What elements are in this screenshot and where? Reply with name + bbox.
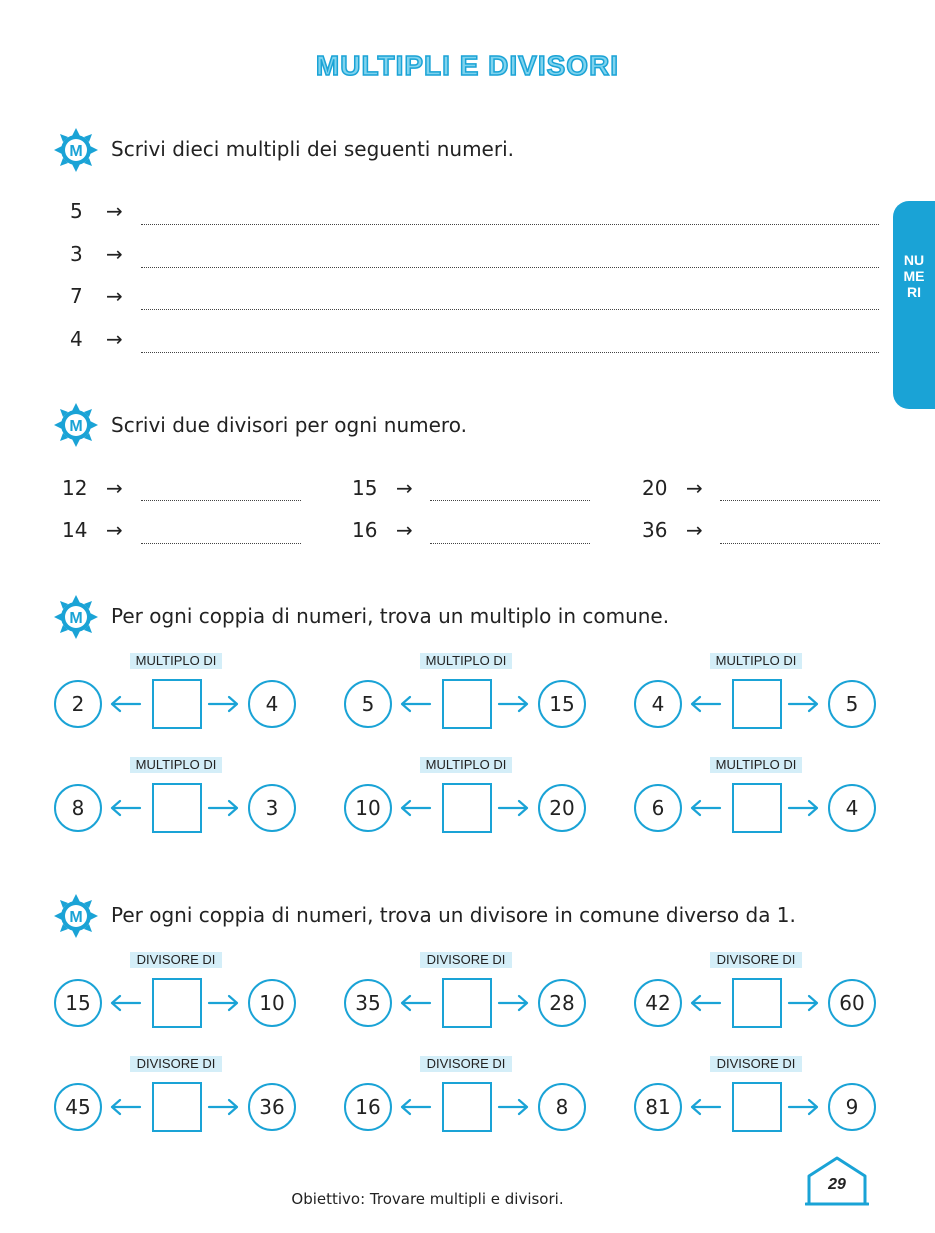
ex2-answer-line[interactable] bbox=[141, 500, 301, 501]
ex1-number: 3 bbox=[70, 242, 83, 266]
arrow-right-icon bbox=[209, 995, 239, 1011]
right-number-circle: 3 bbox=[248, 784, 296, 832]
right-number-circle: 15 bbox=[538, 680, 586, 728]
arrow-right-icon: → bbox=[106, 242, 123, 266]
answer-box[interactable] bbox=[732, 978, 782, 1028]
answer-box[interactable] bbox=[442, 978, 492, 1028]
left-number-circle: 6 bbox=[634, 784, 682, 832]
ex1-number: 7 bbox=[70, 284, 83, 308]
answer-box[interactable] bbox=[442, 679, 492, 729]
answer-box[interactable] bbox=[732, 783, 782, 833]
arrow-left-icon bbox=[692, 995, 722, 1011]
arrow-right-icon: → bbox=[686, 476, 703, 500]
m-badge-icon bbox=[52, 892, 100, 940]
svg-text:M: M bbox=[69, 418, 83, 435]
left-number-circle: 45 bbox=[54, 1083, 102, 1131]
arrow-right-icon: → bbox=[106, 476, 123, 500]
arrow-right-icon: → bbox=[396, 518, 413, 542]
multiplo-tag: MULTIPLO DI bbox=[420, 653, 512, 669]
right-number-circle: 5 bbox=[828, 680, 876, 728]
arrow-right-icon bbox=[209, 1099, 239, 1115]
ex2-number: 20 bbox=[642, 476, 668, 500]
svg-text:M: M bbox=[69, 143, 83, 160]
arrow-right-icon bbox=[499, 696, 529, 712]
left-number-circle: 5 bbox=[344, 680, 392, 728]
arrow-left-icon bbox=[692, 1099, 722, 1115]
arrow-left-icon bbox=[112, 800, 142, 816]
exercise1-instruction: Scrivi dieci multipli dei seguenti numeri. bbox=[111, 137, 514, 161]
arrow-left-icon bbox=[112, 696, 142, 712]
right-number-circle: 4 bbox=[828, 784, 876, 832]
arrow-right-icon: → bbox=[106, 199, 123, 223]
arrow-left-icon bbox=[692, 696, 722, 712]
left-number-circle: 4 bbox=[634, 680, 682, 728]
section-tab bbox=[893, 201, 935, 409]
left-number-circle: 81 bbox=[634, 1083, 682, 1131]
right-number-circle: 9 bbox=[828, 1083, 876, 1131]
arrow-left-icon bbox=[402, 1099, 432, 1115]
ex2-answer-line[interactable] bbox=[720, 500, 880, 501]
right-number-circle: 36 bbox=[248, 1083, 296, 1131]
answer-box[interactable] bbox=[152, 1082, 202, 1132]
arrow-right-icon bbox=[789, 1099, 819, 1115]
exercise4-instruction: Per ogni coppia di numeri, trova un divisore in comune diverso da 1. bbox=[111, 903, 796, 927]
divisore-tag: DIVISORE DI bbox=[710, 952, 802, 968]
arrow-right-icon: → bbox=[106, 284, 123, 308]
ex1-number: 4 bbox=[70, 327, 83, 351]
divisore-tag: DIVISORE DI bbox=[710, 1056, 802, 1072]
page-number: 29 bbox=[828, 1176, 846, 1193]
left-number-circle: 8 bbox=[54, 784, 102, 832]
ex2-number: 15 bbox=[352, 476, 378, 500]
left-number-circle: 2 bbox=[54, 680, 102, 728]
answer-box[interactable] bbox=[152, 679, 202, 729]
right-number-circle: 20 bbox=[538, 784, 586, 832]
arrow-right-icon bbox=[499, 1099, 529, 1115]
right-number-circle: 8 bbox=[538, 1083, 586, 1131]
m-badge-icon bbox=[52, 401, 100, 449]
answer-box[interactable] bbox=[732, 679, 782, 729]
arrow-left-icon bbox=[692, 800, 722, 816]
arrow-right-icon bbox=[499, 800, 529, 816]
right-number-circle: 60 bbox=[828, 979, 876, 1027]
left-number-circle: 35 bbox=[344, 979, 392, 1027]
exercise3-instruction: Per ogni coppia di numeri, trova un multiplo in comune. bbox=[111, 604, 670, 628]
arrow-left-icon bbox=[112, 995, 142, 1011]
m-badge-icon bbox=[52, 593, 100, 641]
left-number-circle: 42 bbox=[634, 979, 682, 1027]
multiplo-tag: MULTIPLO DI bbox=[710, 757, 802, 773]
arrow-right-icon: → bbox=[686, 518, 703, 542]
arrow-right-icon bbox=[209, 696, 239, 712]
svg-text:M: M bbox=[69, 909, 83, 926]
ex2-number: 12 bbox=[62, 476, 88, 500]
page-number-badge bbox=[805, 1154, 869, 1210]
ex2-answer-line[interactable] bbox=[141, 543, 301, 544]
section-tab-label: NUMERI bbox=[903, 252, 925, 300]
answer-box[interactable] bbox=[442, 783, 492, 833]
arrow-right-icon: → bbox=[106, 327, 123, 351]
arrow-right-icon bbox=[789, 800, 819, 816]
left-number-circle: 10 bbox=[344, 784, 392, 832]
arrow-right-icon: → bbox=[106, 518, 123, 542]
divisore-tag: DIVISORE DI bbox=[130, 952, 222, 968]
right-number-circle: 10 bbox=[248, 979, 296, 1027]
arrow-right-icon bbox=[789, 995, 819, 1011]
arrow-right-icon bbox=[209, 800, 239, 816]
multiplo-tag: MULTIPLO DI bbox=[710, 653, 802, 669]
multiplo-tag: MULTIPLO DI bbox=[420, 757, 512, 773]
arrow-left-icon bbox=[112, 1099, 142, 1115]
left-number-circle: 16 bbox=[344, 1083, 392, 1131]
answer-box[interactable] bbox=[442, 1082, 492, 1132]
divisore-tag: DIVISORE DI bbox=[130, 1056, 222, 1072]
exercise2-instruction: Scrivi due divisori per ogni numero. bbox=[111, 413, 467, 437]
arrow-right-icon bbox=[789, 696, 819, 712]
objective-footer: Obiettivo: Trovare multipli e divisori. bbox=[291, 1190, 564, 1208]
divisore-tag: DIVISORE DI bbox=[420, 1056, 512, 1072]
ex1-answer-line[interactable] bbox=[141, 267, 879, 268]
answer-box[interactable] bbox=[732, 1082, 782, 1132]
divisore-tag: DIVISORE DI bbox=[420, 952, 512, 968]
svg-text:M: M bbox=[69, 610, 83, 627]
right-number-circle: 4 bbox=[248, 680, 296, 728]
multiplo-tag: MULTIPLO DI bbox=[130, 757, 222, 773]
ex2-number: 36 bbox=[642, 518, 668, 542]
ex2-number: 14 bbox=[62, 518, 88, 542]
ex2-answer-line[interactable] bbox=[430, 543, 590, 544]
right-number-circle: 28 bbox=[538, 979, 586, 1027]
arrow-left-icon bbox=[402, 995, 432, 1011]
multiplo-tag: MULTIPLO DI bbox=[130, 653, 222, 669]
m-badge-icon bbox=[52, 126, 100, 174]
arrow-right-icon: → bbox=[396, 476, 413, 500]
arrow-left-icon bbox=[402, 800, 432, 816]
ex2-number: 16 bbox=[352, 518, 378, 542]
arrow-left-icon bbox=[402, 696, 432, 712]
answer-box[interactable] bbox=[152, 783, 202, 833]
left-number-circle: 15 bbox=[54, 979, 102, 1027]
ex1-answer-line[interactable] bbox=[141, 309, 879, 310]
answer-box[interactable] bbox=[152, 978, 202, 1028]
arrow-right-icon bbox=[499, 995, 529, 1011]
ex1-answer-line[interactable] bbox=[141, 224, 879, 225]
ex2-answer-line[interactable] bbox=[720, 543, 880, 544]
ex2-answer-line[interactable] bbox=[430, 500, 590, 501]
ex1-answer-line[interactable] bbox=[141, 352, 879, 353]
ex1-number: 5 bbox=[70, 199, 83, 223]
page-title: MULTIPLI E DIVISORI bbox=[315, 50, 620, 81]
